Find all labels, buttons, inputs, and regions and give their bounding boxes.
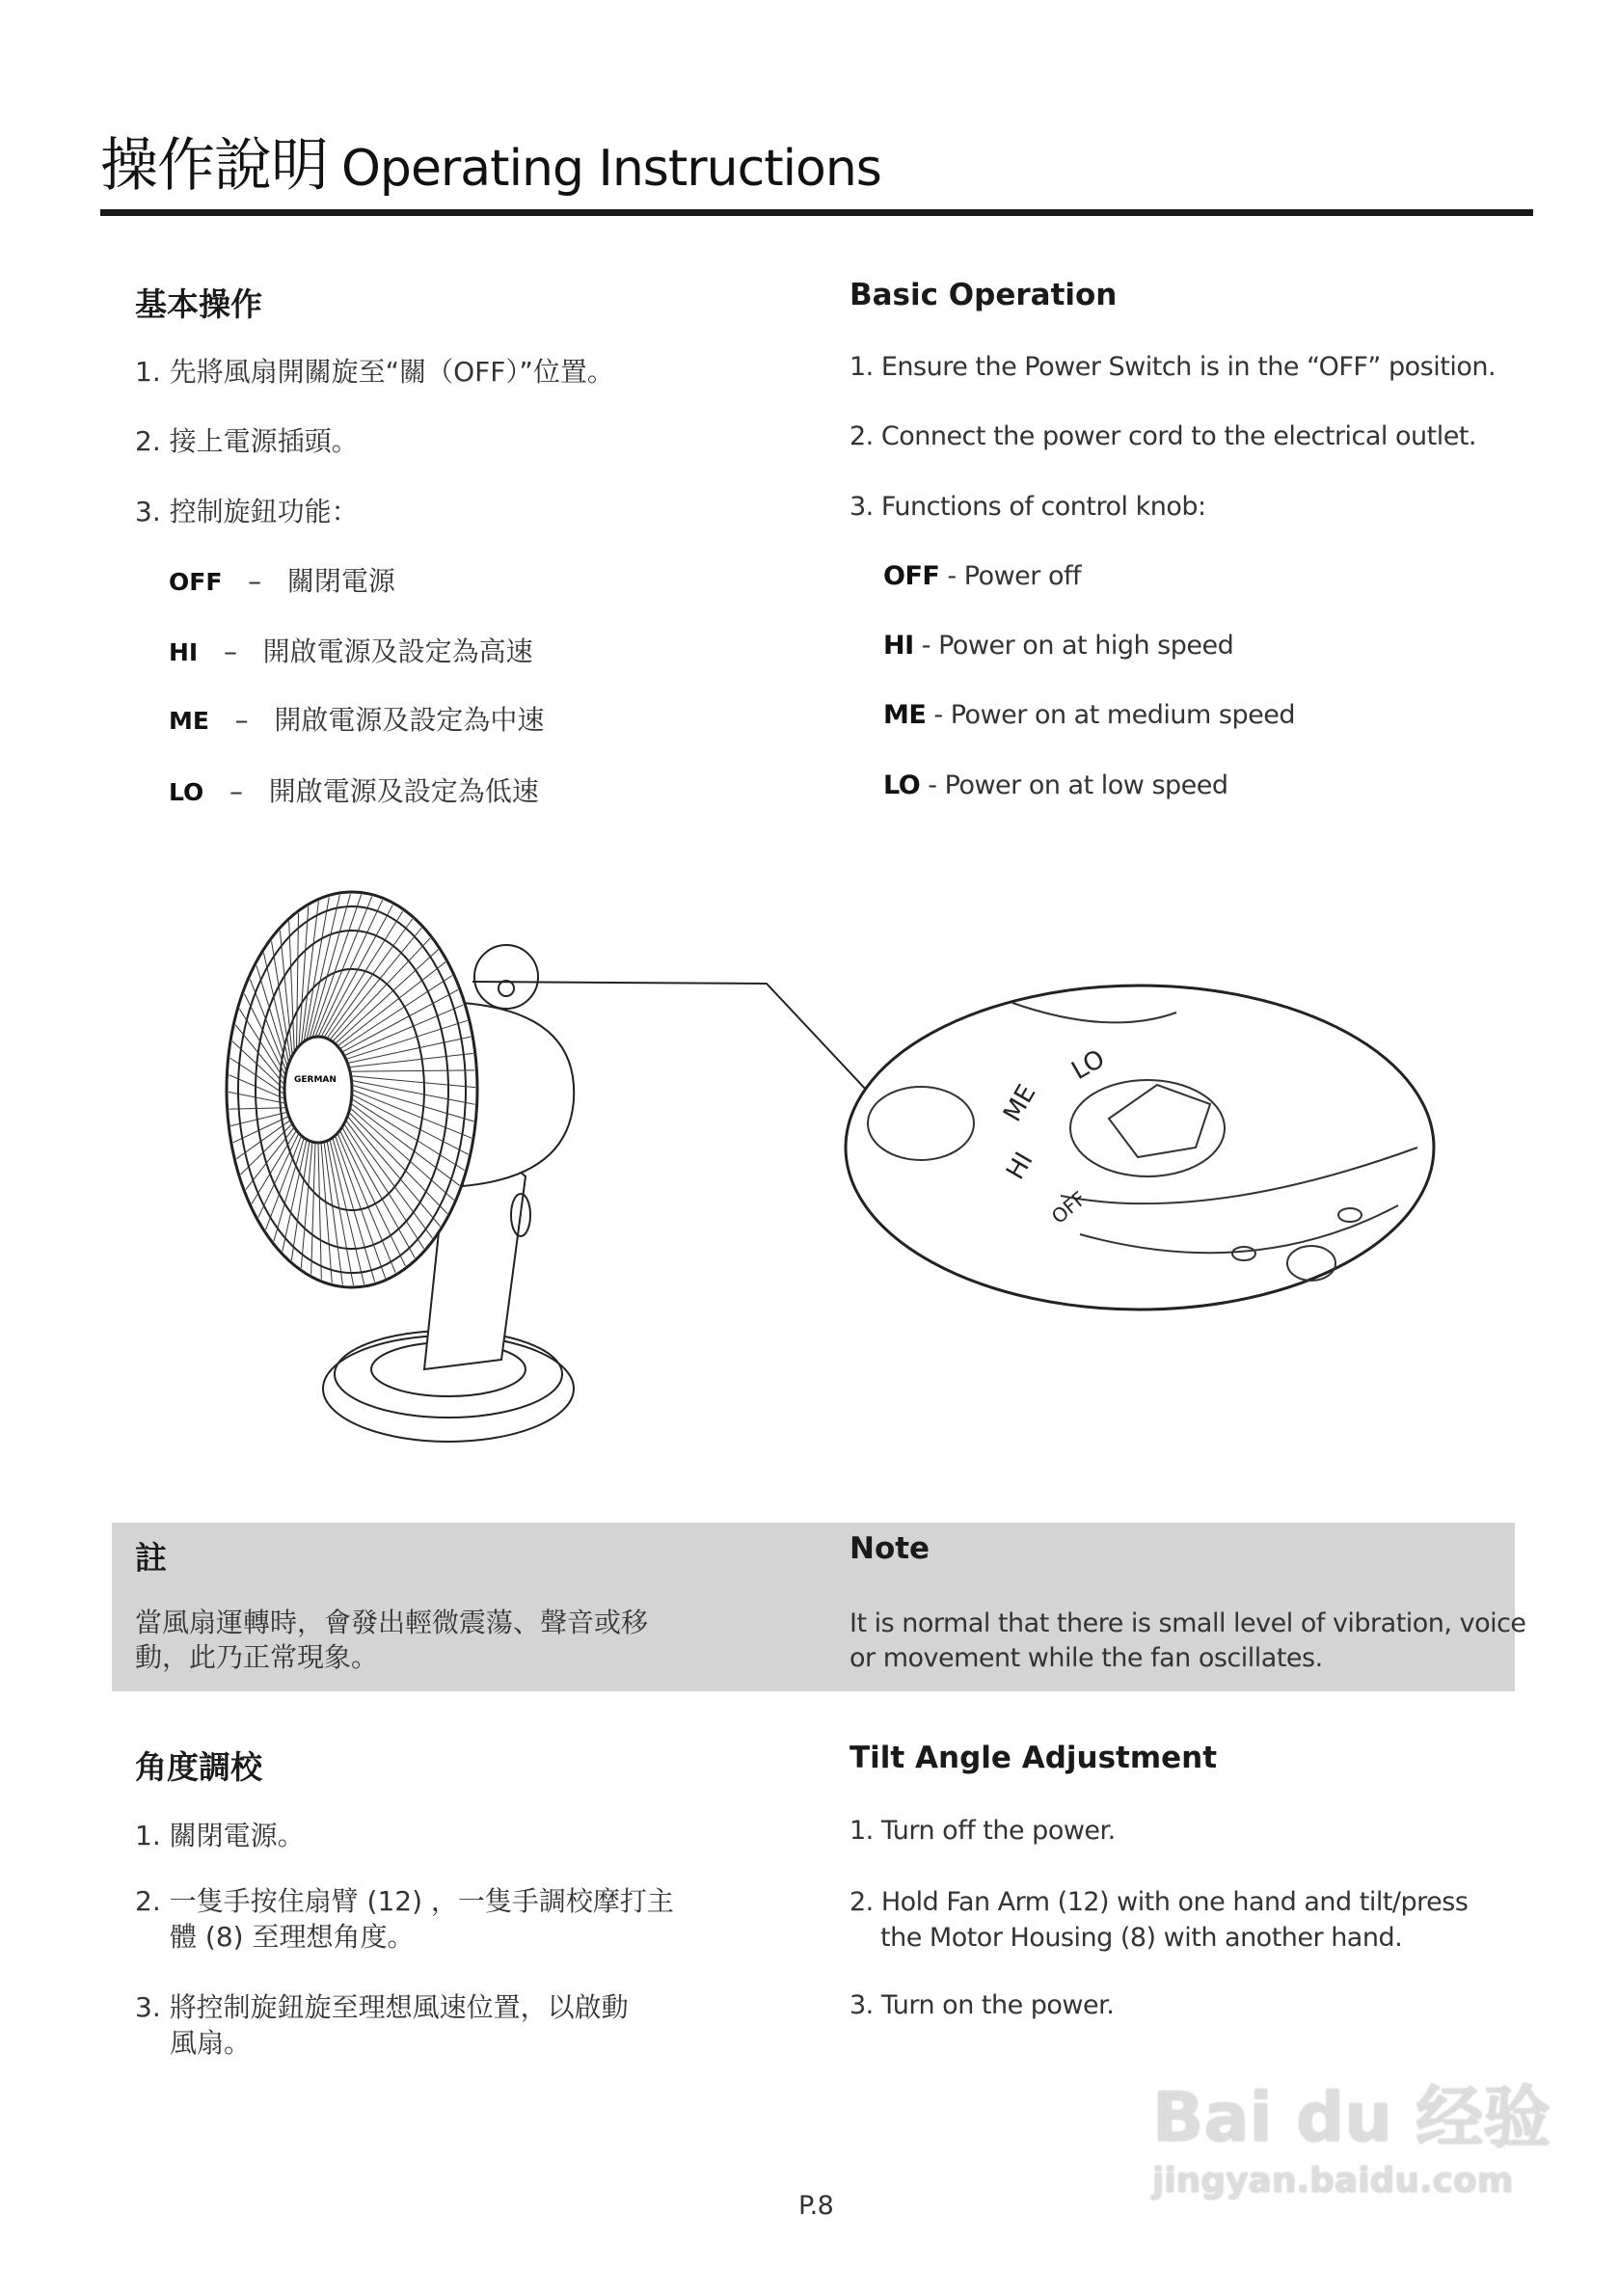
note-text-en: It is normal that there is small level of vibration, voice or movement while the fan oscillates. [849, 1608, 1526, 1673]
basic-step-zh: 3. 控制旋鈕功能： [135, 496, 359, 527]
basic-step-zh: 1. 先將風扇開關旋至“關（OFF）”位置。 [135, 356, 614, 388]
basic-heading-zh: 基本操作 [135, 285, 262, 323]
title-rule [100, 209, 1533, 216]
mode-hi-zh: HI – 開啟電源及設定為高速 [169, 635, 533, 667]
basic-heading-en: Basic Operation [849, 278, 1118, 312]
note-heading-en: Note [849, 1531, 930, 1566]
mode-lo-zh: LO – 開啟電源及設定為低速 [169, 775, 539, 807]
page-number: P.8 [798, 2191, 834, 2221]
note-heading-zh: 註 [135, 1539, 167, 1577]
mode-me-en: ME - Power on at medium speed [883, 700, 1295, 730]
mode-hi-en: HI - Power on at high speed [883, 631, 1234, 661]
page-title [100, 120, 881, 203]
tilt-step-en: 2. Hold Fan Arm (12) with one hand and tilt/press the Motor Housing (8) with another hand. [849, 1887, 1469, 1953]
note-text-zh: 當風扇運轉時，會發出輕微震蕩、聲音或移 動，此乃正常現象。 [135, 1607, 649, 1673]
knob-label-me: ME [998, 1079, 1042, 1127]
tilt-step-en: 1. Turn off the power. [849, 1816, 1116, 1846]
knob-label-lo: LO [1066, 1044, 1110, 1087]
basic-step-en: 1. Ensure the Power Switch is in the “OFF” position. [849, 352, 1497, 382]
basic-step-zh: 2. 接上電源插頭。 [135, 425, 359, 457]
mode-off-en: OFF - Power off [883, 561, 1082, 591]
tilt-heading-zh: 角度調校 [135, 1748, 262, 1786]
title-zh: 操作說明 [100, 132, 328, 200]
knob-label-off: OFF [1046, 1186, 1091, 1229]
tilt-heading-en: Tilt Angle Adjustment [849, 1741, 1218, 1775]
knob-detail-callout [846, 986, 1434, 1310]
title-en: Operating Instructions [341, 140, 881, 198]
basic-step-en: 2. Connect the power cord to the electrical outlet. [849, 421, 1477, 451]
tilt-step-zh: 2. 一隻手按住扇臂 (12) ，一隻手調校摩打主 體 (8) 至理想角度。 [135, 1885, 674, 1953]
fan-brand-logo: GERMAN [294, 1075, 337, 1085]
baidu-watermark: Bai du 经验 jingyan.baidu.com [1152, 2078, 1551, 2201]
tilt-step-zh: 1. 關閉電源。 [135, 1820, 305, 1851]
fan-illustration [0, 829, 1618, 1485]
knob-label-hi: HI [1001, 1147, 1039, 1185]
tilt-step-zh: 3. 將控制旋鈕旋至理想風速位置，以啟動 風扇。 [135, 1991, 629, 2059]
mode-lo-en: LO - Power on at low speed [883, 770, 1228, 800]
tilt-step-en: 3. Turn on the power. [849, 1990, 1115, 2020]
mode-me-zh: ME – 開啟電源及設定為中速 [169, 704, 545, 736]
mode-off-zh: OFF – 關閉電源 [169, 565, 395, 597]
basic-step-en: 3. Functions of control knob: [849, 492, 1206, 522]
